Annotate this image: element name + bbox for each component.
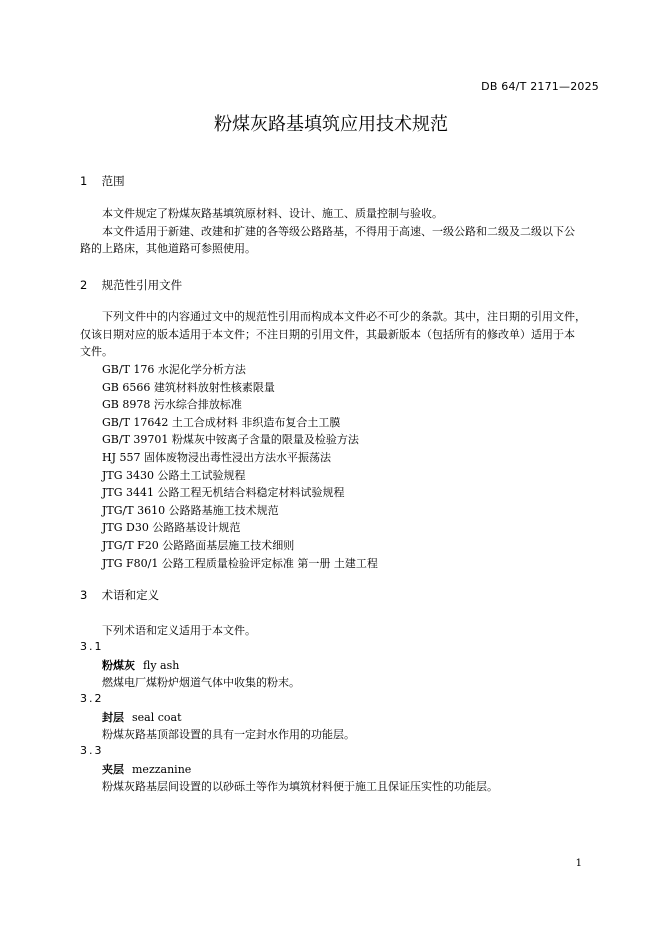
- term-definition: 粉煤灰路基顶部设置的具有一定封水作用的功能层。: [102, 728, 355, 741]
- reference-item: JTG D30 公路路基设计规范: [102, 521, 241, 535]
- scope-paragraph-2-line-2: 路的上路床，其他道路可参照使用。: [80, 242, 256, 255]
- reference-item: JTG F80/1 公路工程质量检验评定标准 第一册 土建工程: [102, 556, 378, 570]
- reference-item: JTG/T 3610 公路路基施工技术规范: [102, 503, 279, 517]
- normative-intro-line-3: 文件。: [80, 345, 113, 358]
- term-chinese: 封层: [102, 711, 124, 724]
- reference-item: GB/T 17642 土工合成材料 非织造布复合土工膜: [102, 415, 341, 429]
- reference-item: GB/T 176 水泥化学分析方法: [102, 363, 246, 376]
- reference-item: GB 8978 污水综合排放标准: [102, 398, 242, 412]
- reference-item: HJ 557 固体废物浸出毒性浸出方法水平振荡法: [102, 450, 331, 464]
- term-number: 3.3: [80, 744, 104, 757]
- scope-paragraph-2-line-1: 本文件适用于新建、改建和扩建的各等级公路路基，不得用于高速、一级公路和二级及二级以下公: [102, 224, 575, 238]
- reference-list: [102, 361, 378, 572]
- normative-intro-line-1: 下列文件中的内容通过文中的规范性引用而构成本文件必不可少的条款。其中，注日期的引用文件，: [102, 310, 586, 323]
- terms-intro-text: 下列术语和定义适用于本文件。: [102, 624, 256, 637]
- term-chinese: 夹层: [102, 763, 124, 776]
- section-heading-terms: [80, 587, 159, 603]
- normative-intro: [80, 308, 600, 361]
- section-title: 术语和定义: [101, 588, 160, 602]
- scope-text: [80, 205, 600, 258]
- section-number: 2: [80, 278, 88, 292]
- normative-intro-line-2: 仅该日期对应的版本适用于本文件；不注日期的引用文件，其最新版本（包括所有的修改单）适用于本: [80, 327, 575, 341]
- term-number: 3.2: [80, 692, 104, 705]
- section-number: 3: [80, 588, 88, 602]
- reference-item: JTG/T F20 公路路面基层施工技术细则: [102, 538, 295, 552]
- term-english: seal coat: [132, 711, 182, 724]
- term-name: [102, 657, 179, 673]
- term-definition: 粉煤灰路基层间设置的以砂砾土等作为填筑材料便于施工且保证压实性的功能层。: [102, 780, 498, 793]
- term-english: mezzanine: [132, 763, 192, 776]
- page-number: 1: [575, 858, 582, 869]
- term-number: 3.1: [80, 640, 104, 653]
- reference-item: GB 6566 建筑材料放射性核素限量: [102, 380, 275, 394]
- reference-item: JTG 3430 公路土工试验规程: [102, 468, 246, 482]
- section-heading-scope: [80, 173, 125, 189]
- section-heading-normative-references: [80, 277, 182, 293]
- reference-item: GB/T 39701 粉煤灰中铵离子含量的限量及检验方法: [102, 433, 359, 447]
- terms-intro: [80, 622, 600, 640]
- term-english: fly ash: [143, 659, 180, 672]
- scope-paragraph-1: 本文件规定了粉煤灰路基填筑原材料、设计、施工、质量控制与验收。: [102, 207, 443, 220]
- section-title: 范围: [101, 174, 125, 188]
- standard-code: DB 64/T 2171—2025: [481, 80, 599, 93]
- reference-item: JTG 3441 公路工程无机结合料稳定材料试验规程: [102, 486, 345, 500]
- term-chinese: 粉煤灰: [102, 659, 135, 672]
- document-title: 粉煤灰路基填筑应用技术规范: [214, 114, 448, 135]
- section-number: 1: [80, 174, 88, 188]
- term-definition: 燃煤电厂煤粉炉烟道气体中收集的粉末。: [102, 676, 300, 689]
- section-title: 规范性引用文件: [101, 278, 183, 292]
- term-name: [102, 761, 191, 777]
- term-name: [102, 709, 182, 725]
